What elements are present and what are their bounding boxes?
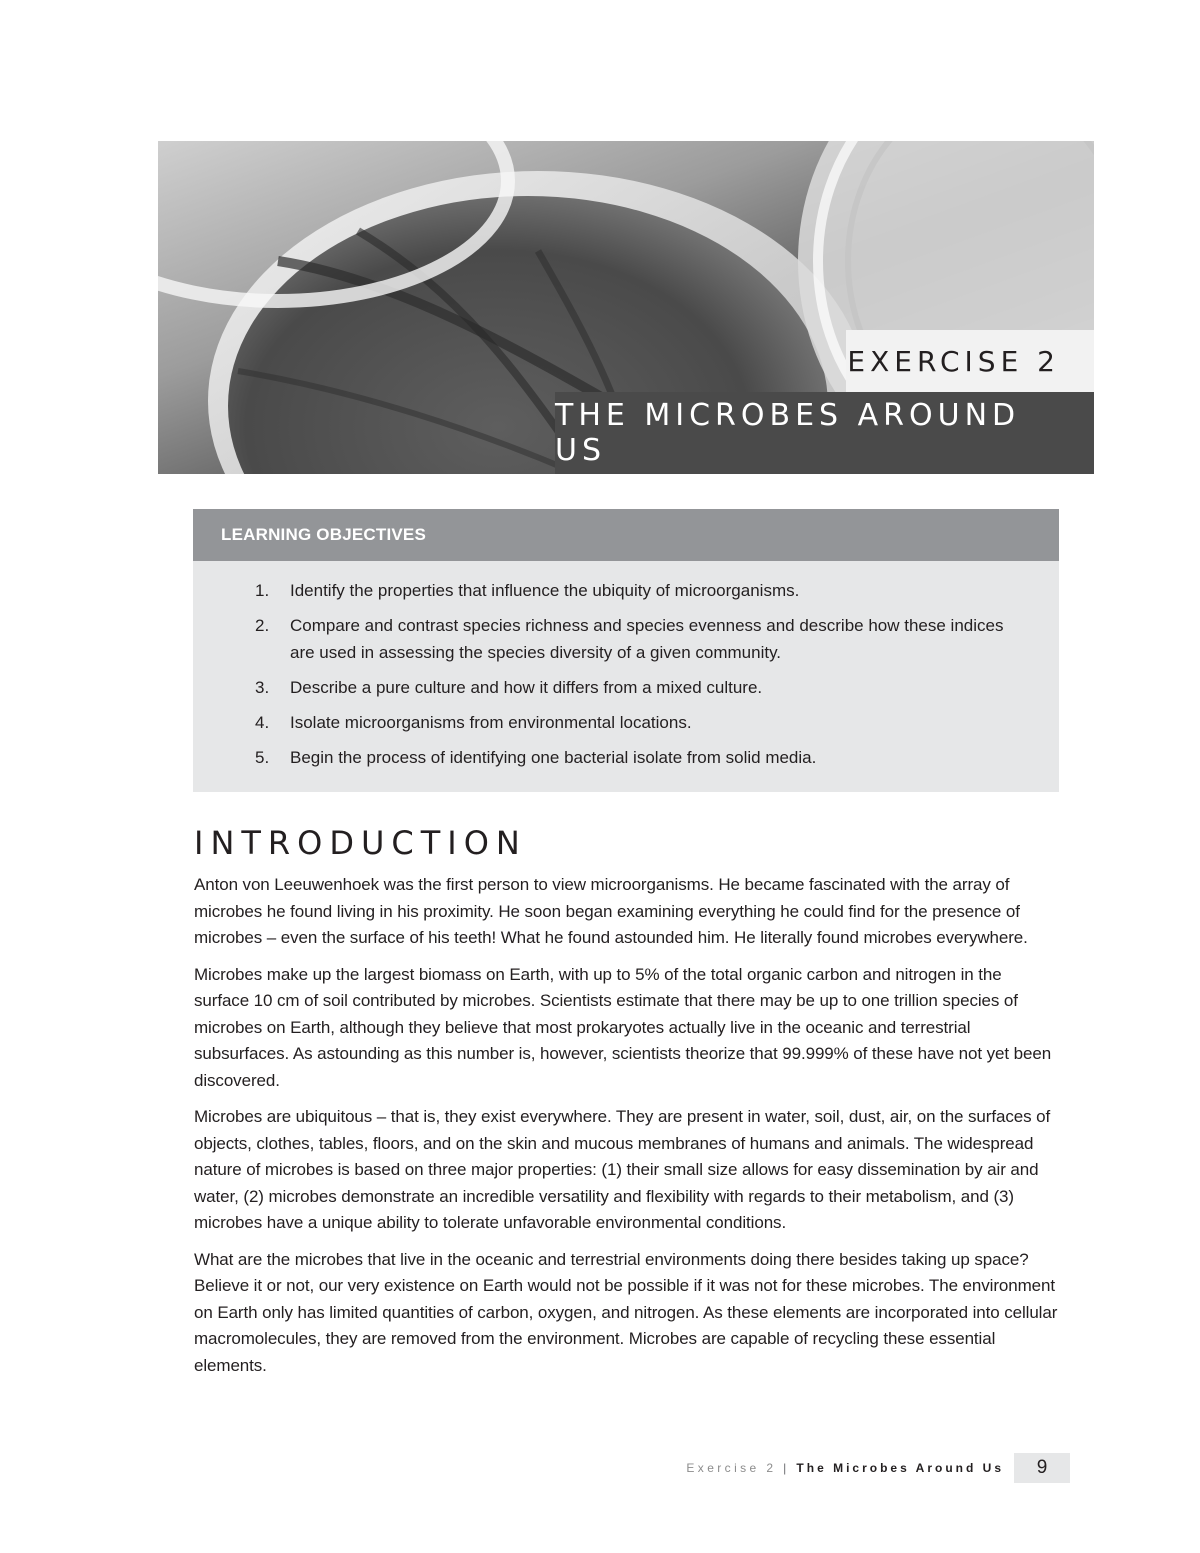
list-item-text: Identify the properties that influence the ubiquity of microorganisms.	[290, 581, 800, 600]
running-footer	[686, 1461, 1004, 1475]
list-item-number: 1.	[255, 581, 270, 600]
introduction-body	[194, 872, 1060, 1389]
list-item	[193, 577, 1059, 604]
list-item-text: Describe a pure culture and how it differs from a mixed culture.	[290, 678, 763, 697]
learning-objectives-box	[193, 509, 1059, 792]
list-item	[193, 612, 1059, 666]
footer-title: The Microbes Around Us	[796, 1461, 1004, 1475]
learning-objectives-header	[193, 509, 1059, 561]
introduction-heading: INTRODUCTION	[194, 824, 527, 862]
chapter-title: THE MICROBES AROUND US	[555, 398, 1021, 468]
list-item	[193, 744, 1059, 771]
list-item-number: 5.	[255, 748, 270, 767]
list-item-number: 4.	[255, 713, 270, 732]
paragraph: Anton von Leeuwenhoek was the first person to view microorganisms. He became fascinated with the array of microbes he found living in his proximity. He soon began examining everything he could find for the presence of microbes – even the surface of his teeth! What he found astounded him. He literally found microbes everywhere.	[194, 875, 1028, 947]
list-item-text: Compare and contrast species richness and species evenness and describe how these indices are used in assessing the species diversity of a given community.	[290, 616, 1004, 662]
paragraph: Microbes are ubiquitous – that is, they exist everywhere. They are present in water, soil, dust, air, on the surfaces of objects, clothes, tables, floors, and on the skin and mucous membranes of humans and animals. The widespread nature of microbes is based on three major properties: (1) their small size allows for easy dissemination by air and water, (2) microbes demonstrate an incredible versatility and flexibility with regards to their metabolism, and (3) microbes have a unique ability to tolerate unfavorable environmental conditions.	[194, 1107, 1051, 1232]
paragraph: Microbes make up the largest biomass on Earth, with up to 5% of the total organic carbon and nitrogen in the surface 10 cm of soil contributed by microbes. Scientists estimate that there may be up to one trillion species of microbes on Earth, although they believe that most prokaryotes actually live in the oceanic and terrestrial subsurfaces. As astounding as this number is, however, scientists theorize that 99.999% of these have not yet been discovered.	[194, 964, 1052, 1090]
exercise-label: EXERCISE 2	[847, 344, 1060, 378]
list-item-number: 3.	[255, 678, 270, 697]
list-item	[193, 709, 1059, 736]
footer-exercise: Exercise 2	[686, 1461, 777, 1475]
exercise-label-box	[846, 330, 1094, 392]
list-item-text: Begin the process of identifying one bacterial isolate from solid media.	[290, 748, 817, 767]
list-item-text: Isolate microorganisms from environmental locations.	[290, 713, 692, 732]
page-footer	[680, 1453, 1070, 1483]
paragraph: What are the microbes that live in the oceanic and terrestrial environments doing there besides taking up space? Believe it or not, our very existence on Earth would not be possible if it was not for these microbes. The environment on Earth only has limited quantities of carbon, oxygen, and nitrogen. As these elements are incorporated into cellular macromolecules, they are removed from the environment. Microbes are capable of recycling these essential elements.	[194, 1249, 1058, 1375]
learning-objectives-heading: LEARNING OBJECTIVES	[221, 525, 426, 544]
list-item-number: 2.	[255, 616, 270, 635]
objectives-list	[193, 577, 1059, 779]
page-number: 9	[1036, 1457, 1048, 1478]
list-item	[193, 674, 1059, 701]
page-number-box	[1014, 1453, 1070, 1483]
footer-separator: |	[783, 1461, 790, 1475]
chapter-title-box	[555, 392, 1094, 474]
